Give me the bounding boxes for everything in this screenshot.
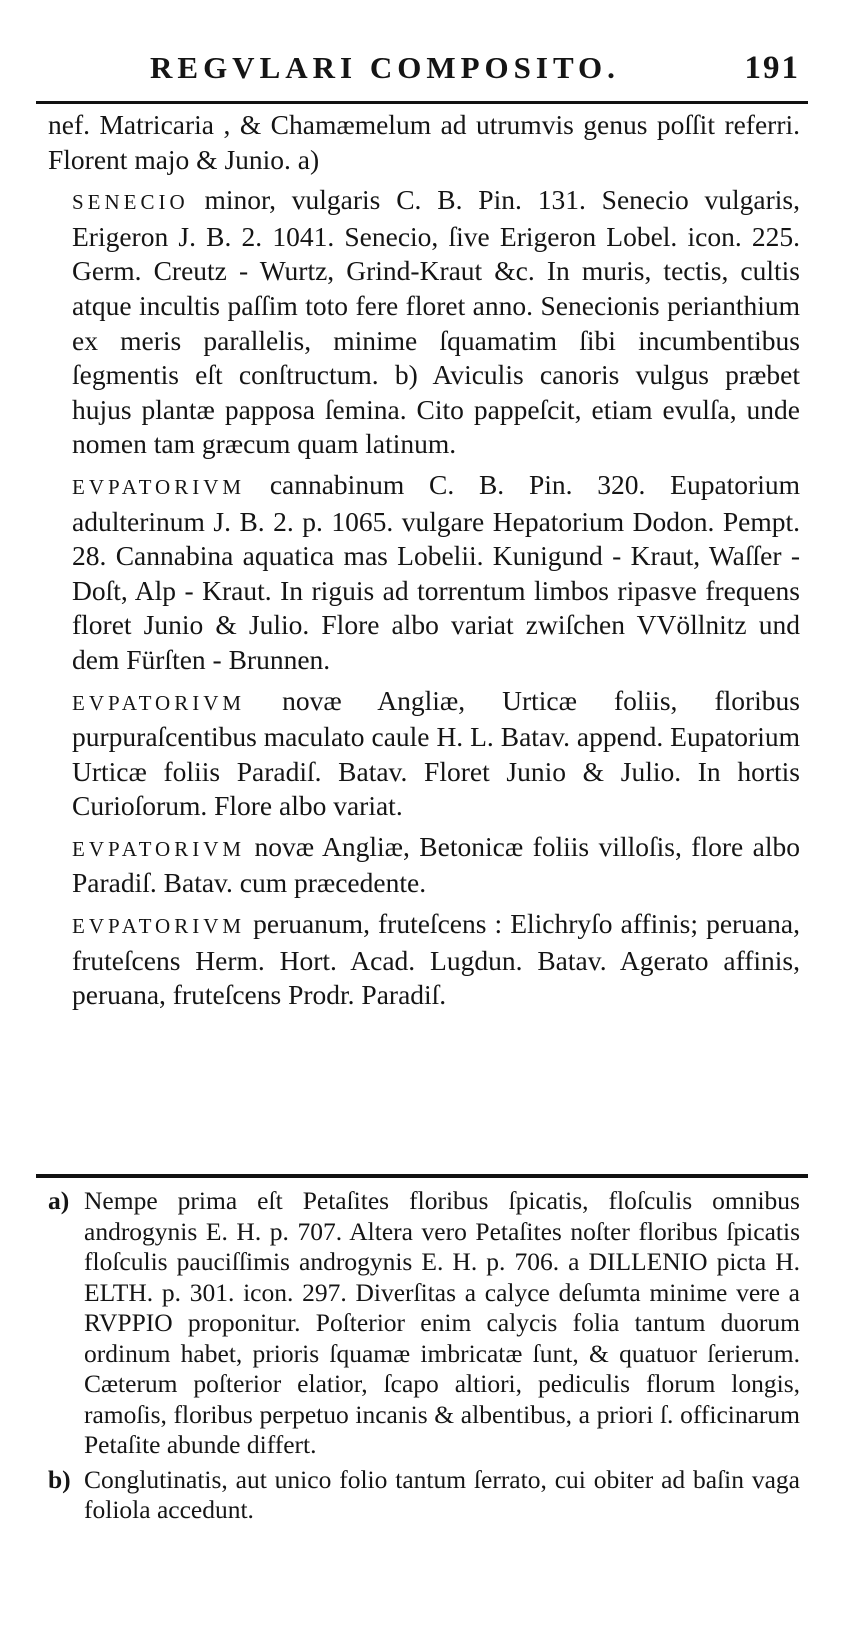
footnote-rule: [36, 1174, 808, 1178]
paragraph-matricaria: nef. Matricaria , & Chamæmelum ad utrumvis genus poſſit referri. Florent majo & Junio. a): [48, 109, 800, 175]
footnote-text: Conglutinatis, aut unico folio tantum ſerrato, cui obiter ad baſin vaga foliola accedunt.: [84, 1464, 800, 1524]
paragraph-eupatorium-betonicae: [48, 830, 800, 901]
paragraph-text: cannabinum C. B. Pin. 320. Eupatorium adulterinum J. B. 2. p. 1065. vulgare Hepatorium Dodon. Pempt. 28. Cannabina aquatica mas Lobelii. Kunigund - Kraut, Waſſer - Doſt, Alp - Kraut. In riguis ad torrentum limbos ripasve frequens floret Junio & Julio. Flore albo variat zwiſchen VVöllnitz und dem Fürſten - Brunnen.: [72, 468, 800, 675]
species-heading: EVPATORIVM: [72, 836, 246, 861]
footnote-mark: a): [48, 1186, 70, 1215]
paragraph-text: novæ Angliæ, Betonicæ foliis villoſis, flore albo Paradiſ. Batav. cum præcedente.: [72, 830, 800, 899]
footnotes: [48, 1186, 800, 1530]
footnote-text: Nempe prima eſt Petaſites floribus ſpicatis, floſculis omnibus androgynis E. H. p. 707. Altera vero Petaſites noſter floribus ſpicatis floſculis pauciſſimis androgynis E. H. p. 706. a DILLENIO picta H. ELTH. p. 301. icon. 297. Diverſitas a calyce deſumta minime vere a RVPPIO proponitur. Poſterior enim calycis folia tantum duorum ordinum habet, prioris ſquamæ imbricatæ ſunt, & quatuor ſerierum. Cæterum poſterior elatior, ſcapo altiori, pediculis florum longis, ramoſis, floribus perpetuo incanis & albentibus, a priori ſ. officinarum Petaſite abunde differt.: [84, 1186, 800, 1459]
paragraph-text: minor, vulgaris C. B. Pin. 131. Senecio vulgaris, Erigeron J. B. 2. 1041. Senecio, ſive Erigeron Lobel. icon. 225. Germ. Creutz - Wurtz, Grind-Kraut &c. In muris, tectis, cultis atque incultis paſſim toto fere floret anno. Senecionis perianthium ex meris parallelis, minime ſquamatim ſibi incumbentibus ſegmentis eſt conſtructum. b) Aviculis canoris vulgus præbet hujus plantæ papposa ſemina. Cito pappeſcit, etiam evulſa, unde nomen tam græcum quam latinum.: [72, 184, 800, 460]
paragraph-text: novæ Angliæ, Urticæ foliis, floribus purpuraſcentibus maculato caule H. L. Batav. append. Eupatorium Urticæ foliis Paradiſ. Batav. Floret Junio & Julio. In hortis Curioſorum. Flore albo variat.: [72, 684, 800, 822]
species-heading: EVPATORIVM: [72, 914, 246, 939]
page-header: [40, 50, 810, 90]
running-title: REGVLARI COMPOSITO.: [150, 50, 620, 85]
species-heading: EVPATORIVM: [72, 690, 246, 715]
paragraph-eupatorium-cannabinum: [48, 468, 800, 678]
paragraph-text: peruanum, fruteſcens : Elichryſo affinis; peruana, fruteſcens Herm. Hort. Acad. Lugdun. Batav. Agerato affinis, peruana, fruteſcens Prodr. Paradiſ.: [72, 908, 800, 1011]
paragraph-senecio: [48, 183, 800, 462]
page-number: 191: [744, 50, 800, 86]
main-text: [48, 108, 800, 1019]
footnote-mark: b): [48, 1464, 71, 1494]
paragraph-eupatorium-peruanum: [48, 907, 800, 1013]
footnote-b: [48, 1465, 800, 1526]
footnote-a: [48, 1186, 800, 1461]
header-rule: [36, 101, 808, 104]
species-heading: SENECIO: [72, 190, 189, 215]
species-heading: EVPATORIVM: [72, 474, 246, 499]
paragraph-eupatorium-urticae: [48, 684, 800, 824]
